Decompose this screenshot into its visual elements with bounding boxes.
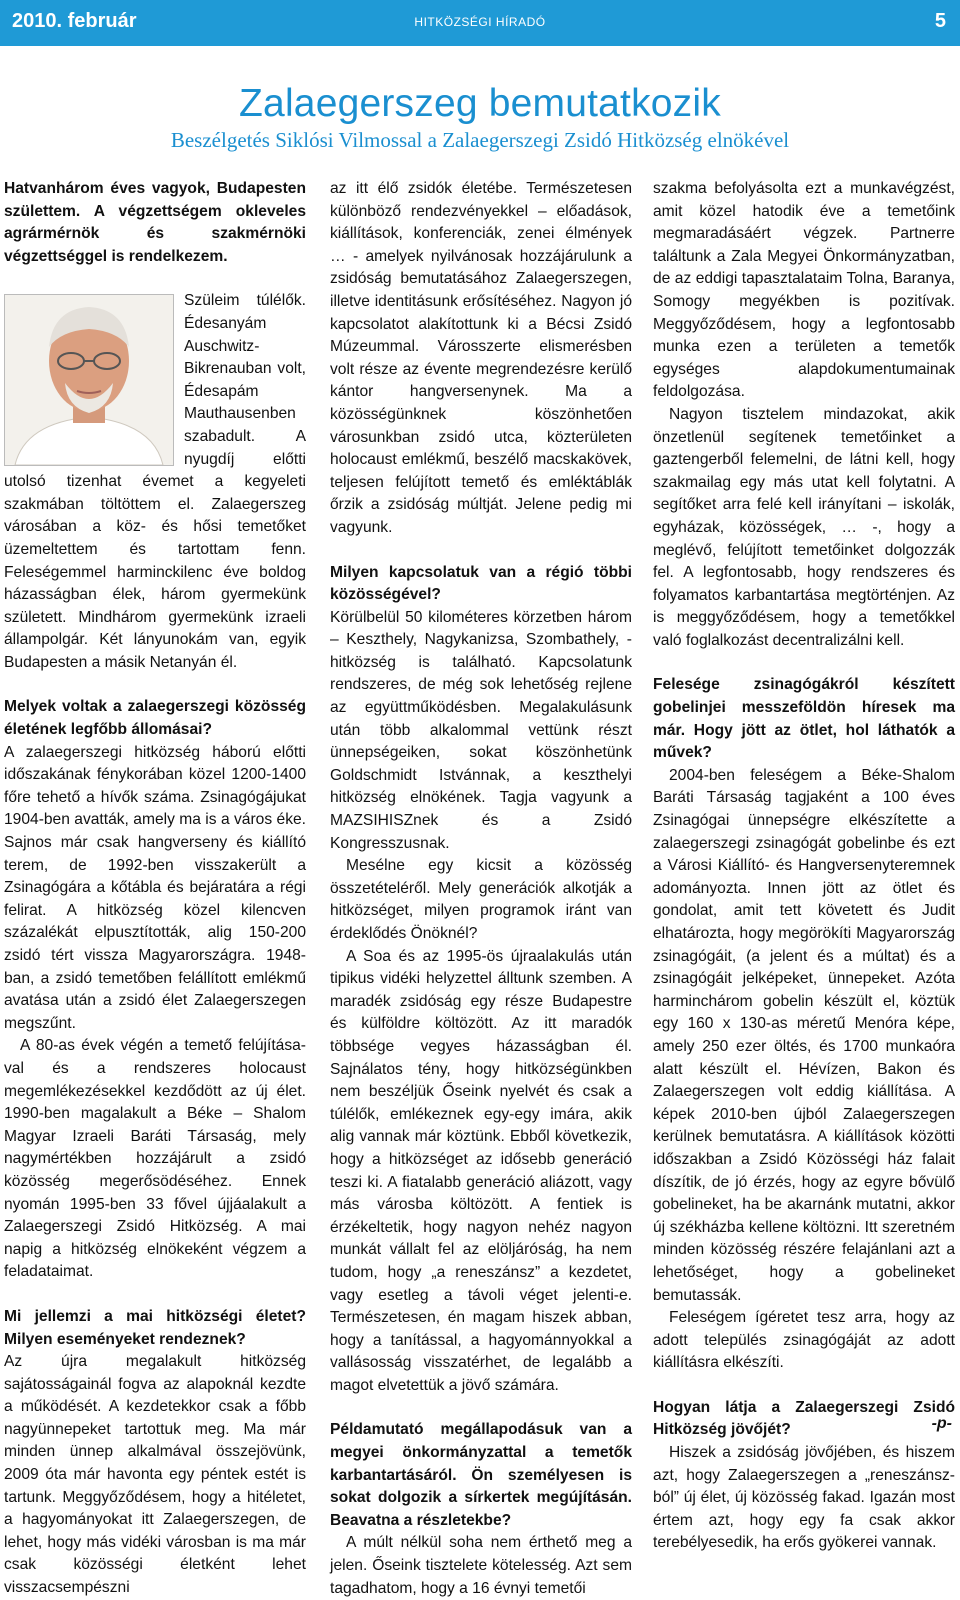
paragraph: Körülbelül 50 kilométeres körzetben három – Keszthely, Nagykanizsa, Szombathely, - hitközség is található. Kapcsolatunk rendszeres, de még sok lehetőség rejlene az együttműködésben. Megalakulásunk után több alkalommal vettünk részt ünnepségeiken, sokat köszönhetünk Goldschmidt Istvánnak, a keszthelyi hitközség elnökének. Tagja vagyunk a MAZSIHISZnek és a Zsidó Kongresszusnak. [330,608,632,852]
question: Melyek voltak a zalaegerszegi közösség életének legfőbb állomásai? [4,698,306,739]
issue-date: 2010. február [12,10,137,32]
paragraph: A Soa és az 1995-ös újraalakulás után tipikus vidéki helyzettel álltunk szemben. A maradék zsidóság egy része Budapestre és külföldre költözött. Az itt maradók többsége vegyes házasságban él. Sajnálatos tény, hogy hitközségünkben nem beszéljük Őseink nyelvét és csak a túlélők, emlékeznek egy-egy imára, akik alig vannak már köztünk. Ebből következik, hogy a hitközséget az idősebb generáció teszi ki. A fiatalabb generáció aliázott, vagy más városba költözött. A fentiek is érzékeltetik, hogy nagyon nehéz nagyon munkát vállalt fel az elöljáróság, ha nem tudom, hogy „a reneszánsz” a kezdetet, vagy esetleg a távoli véget jelenti-e. Természetesen, én magam hiszek abban, hogy a tanítással, a hagyománnyokkal a vallásosság visszatérhet, de legalább a magot elvetettük a jövő számára. [330,947,632,1394]
article-title: Zalaegerszeg bemutatkozik [239,82,721,125]
paragraph: Az újra megalakult hitközség sajátosságainál fogva az alapoknál kezdte a működését. A kezdetekkor csak a főbb nagyünnepeket tartottuk meg. Ma már minden ünnep alkalmával összejövünk, 2009 óta már havonta egy péntek estét is tartunk. Meggyőződésem, hogy a hitéletet, a hagyományokat itt Zalaegerszegen, de lehet, hogy más vidéki városban is ma már csak közösségi életként lehet visszacsempészni [4,1353,306,1597]
question: Felesége zsinagógákról készített gobelinjei messzeföldön híresek ma már. Hogy jött az ötlet, hol láthatók a művek? [653,676,955,762]
paragraph: Mesélne egy kicsit a közösség összetételéről. Mely generációk alkotják a hitközséget, milyen programok iránt van érdeklődés Önöknél? [330,857,632,942]
end-mark: -p- [931,1415,952,1432]
paragraph: Szüleim túlélők. Édesanyám Auschwitz-Bikrenauban volt, Édesapám Mauthausenben szabadult. A nyugdíj előtti utolsó tizenhat évemet a kegyeleti szakmában töltöttem el. Zalaegerszeg városában a köz- és hősi temetőket üzemeltettem és tartottam fenn. Feleségemmel harminckilenc éve boldog házasságban élek, három gyermekünk született. Mindhárom gyermekünk izraeli állampolgár. Két lányunokám van, egyik Budapesten a másik Netanyán él. [4,292,306,671]
column-3 [653,178,955,1555]
paragraph: A 80-as évek végén a temető felújítása-val és a rendszeres holocaust megemlékezésekkel kezdődött az új élet. 1990-ben magalakult a Béke – Shalom Magyar Izraeli Baráti Társaság, mely nagymértékben hozzájárult a zsidó közösség megerősödéséhez. Ennek nyomán 1995-ben 33 fővel újjáalakult a Zalaegerszegi Zsidó Hitközség. A mai napig a hitközség elnökeként végzem a feladataimat. [4,1037,306,1281]
header-bar [0,0,960,46]
paragraph: az itt élő zsidók életébe. Természetesen különböző rendezvényekkel – előadások, kiállítások, konferenciák, zenei élmények … - amelyek nyilvánosak hozzájárulunk a zsidóság bemutatásához Zalaegerszegen, illetve identitásunk erősítéséhez. Nagyon jó kapcsolatot alakítottunk ki a Bécsi Zsidó Múzeummal. Városszerte elismerésben volt része az évente megrendezésre kerülő kántor hangversenynek. Ma a közösségünknek köszönhetően városunkban zsidó utca, közterületen holocaust emlékmű, beszélő macskakövek, teljesen felújított temető és emléktáblák őrzik a zsidóság múltját. Jelene pedig mi vagyunk. [330,180,632,536]
question: Mi jellemzi a mai hitközségi életet? Milyen eseményeket rendeznek? [4,1307,306,1348]
question: Milyen kapcsolatuk van a régió többi közösségével? [330,563,632,604]
paragraph: A múlt nélkül soha nem érthető meg a jelen. Őseink tisztelete kötelesség. Azt sem tagadhatom, hogy a 16 évnyi temetői [330,1534,632,1597]
page-number: 5 [934,10,946,32]
portrait-photo [4,294,174,466]
intro-paragraph: Hatvanhárom éves vagyok, Budapesten születtem. A végzettségem okleveles agrármérnök és szakmérnöki végzettséggel is rendelkezem. [4,180,306,265]
column-2 [330,178,632,1600]
question: Példamutató megállapodásuk van a megyei önkormányzattal a temetők karbantartásáról. Ön személyesen is sokat dolgozik a sírkertek megújításán. Beavatna a részletekbe? [330,1421,632,1529]
paragraph: szakma befolyásolta ezt a munkavégzést, amit közel hatodik éve a temetőink megmaradásáért végzek. Partnerre találtunk a Zala Megyei Önkormányzatban, de az eddigi tapasztalataim Tolna, Baranya, Somogy megyékben is pozitívak. Meggyőződésem, hogy a legfontosabb munka ezen a területen a temetők egységes alapdokumentumainak feldolgozása. [653,180,955,401]
paragraph: 2004-ben feleségem a Béke-Shalom Baráti Társaság tagjaként a 100 éves Zsinagógai ünnepségre elkészítette a zalaegerszegi zsinagógát gobelinbe és ezt a Városi Kiállító- és Hangversenyteremnek adományozta. Innen jött az ötlet és gondolat, amit tett követett és Judit elhatározta, hogy megörökíti Magyarország zsinagógáit, (a jelent és a múltat) és a zsinagógáit jelképeket, ünnepeket. Azóta harminchárom gobelin készült el, köztük egy 160 x 130-as méretű Menóra képe, amely 250 ezer öltés, és 1700 munkaóra alatt készült el. Hévízen, Bakon és Zalaegerszegen volt eddig kiállítása. A képek 2010-ben újból Zalaegerszegen kerülnek bemutatásra. A kiállítások közötti időszakban a Zsidó Közösségi ház falait díszítik, de jó érzés, hogy az egyre bővülő gobelineket, ha be akarnánk mutatni, akkor új székházba kellene költözni. Itt szeretném minden közösség részére felajánlani azt a lehetőséget, hogy a gobelineket bemutassák. [653,766,955,1304]
publication-name: HITKÖZSÉGI HÍRADÓ [414,15,546,29]
column-1 [4,178,306,1600]
article-subtitle: Beszélgetés Siklósi Vilmossal a Zalaegerszegi Zsidó Hitközség elnökével [170,128,790,152]
paragraph: Hiszek a zsidóság jövőjében, és hiszem azt, hogy Zalaegerszegen a „reneszánsz-ból” új élet, új közösség fakad. Igazán most értem azt, hogy egy fa csak akkor terebélyesedik, ha erős gyökerei vannak. [653,1444,955,1552]
paragraph: A zalaegerszegi hitközség háború előtti időszakának fénykorában közel 1200-1400 főre tehető a hívők száma. Zsinagógájukat 1904-ben avatták, amely ma is a város éke. Sajnos már csak hangverseny és kiállító terem, de 1992-ben visszakerült a Zsinagógára a kőtábla és bejáratára a régi felirat. A hitközség közel kilencven százalékát elpusztították, alig 150-200 zsidó tért vissza Magyarországra. 1948-ban, a zsidó temetőben felállított emlékmű avatása után a zsidó élet Zalaegerszegen megszűnt. [4,743,306,1032]
question: Hogyan látja a Zalaegerszegi Zsidó Hitközség jövőjét? [653,1398,955,1439]
paragraph: Nagyon tisztelem mindazokat, akik önzetlenül segítenek temetőinket a gaztengerből felemelni, de látni kell, hogy szakmailag egy más utat kell folytatni. A segítőket arra felé kell irányítani – iskolák, egyházak, közösségek, … -, hogy a meglévő, felújított temetőinket dolgozzák fel. A legfontosabb, hogy rendszeres és folyamatos karbantartása megtörténjen. Az is meggyőződésem, hogy a temetőkkel való foglalkozást decentralizálni kell. [653,405,955,649]
paragraph: Feleségem ígéretet tesz arra, hogy az adott település zsinagógáját az adott kiállításra elkészíti. [653,1309,955,1372]
